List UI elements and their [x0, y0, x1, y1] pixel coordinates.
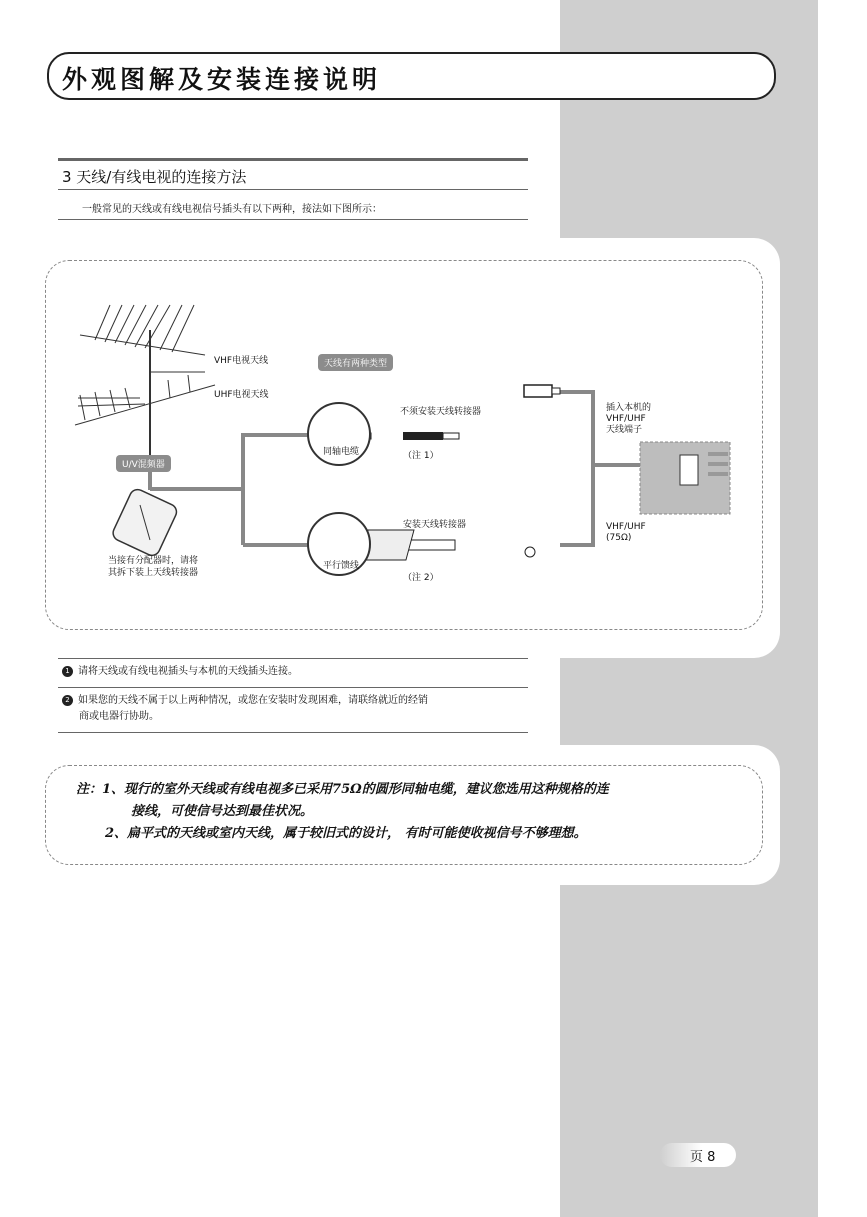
tv-terminal-icon [640, 442, 730, 514]
note2-label: （注 2） [403, 573, 439, 583]
note-line-2: 接线，可使信号达到最佳状况。 [131, 804, 314, 819]
antenna-icon [75, 305, 215, 440]
plug-into-line-1: 插入本机的 [606, 403, 652, 413]
section-intro: 一般常见的天线或有线电视信号插头有以下两种，接法如下图所示： [82, 204, 382, 215]
no-adapter-label: 不须安装天线转接器 [400, 407, 482, 417]
page-title: 外观图解及安装连接说明 [62, 65, 382, 94]
connection-lines [150, 392, 643, 545]
note1-label: （注 1） [403, 451, 439, 461]
vhf-antenna-label: VHF电视天线 [214, 356, 269, 366]
plug-into-line-2: VHF/UHF [606, 414, 646, 424]
note-line-3: 2、扁平式的天线或室内天线，属于较旧式的设计， 有时可能使收视信号不够理想。 [105, 826, 587, 841]
section-heading: 3 天线/有线电视的连接方法 [62, 168, 247, 186]
splitter-note-1: 当接有分配器时，请将 [108, 556, 199, 566]
coax-cable-icon-2 [403, 432, 459, 440]
plug-icon [524, 385, 560, 397]
terminal-line-1: VHF/UHF [606, 522, 646, 532]
coax-cable-label: 同轴电缆 [323, 447, 360, 457]
plug-into-line-3: 天线端子 [606, 425, 643, 435]
instruction-1: 1 请将天线或有线电视插头与本机的天线插头连接。 [62, 664, 298, 680]
bullet-2-icon: 2 [62, 695, 73, 706]
instruction-2-cont: 商或电器行协助。 [79, 711, 159, 722]
install-adapter-label: 安装天线转接器 [403, 520, 467, 530]
instructions-bottom-rule [58, 732, 528, 733]
bullet-1-icon: 1 [62, 666, 73, 677]
antenna-types-badge: 天线有两种类型 [318, 354, 393, 371]
note-line-1: 注：1、现行的室外天线或有线电视多已采用75Ω的圆形同轴电缆，建议您选用这种规格的连 [76, 782, 609, 797]
flat-cable-label: 平行馈线 [323, 561, 360, 571]
instructions-top-rule [58, 658, 528, 659]
terminal-line-2: (75Ω) [606, 533, 632, 543]
page-number: 页 8 [690, 1150, 716, 1165]
uv-splitter-badge: U/V混频器 [116, 455, 171, 472]
instructions-mid-rule [58, 687, 528, 688]
uhf-antenna-label: UHF电视天线 [214, 390, 269, 400]
splitter-note-2: 其拆下装上天线转接器 [108, 568, 199, 578]
instruction-2: 2 如果您的天线不属于以上两种情况，或您在安装时发现困难，请联络就近的经销 [62, 693, 428, 709]
